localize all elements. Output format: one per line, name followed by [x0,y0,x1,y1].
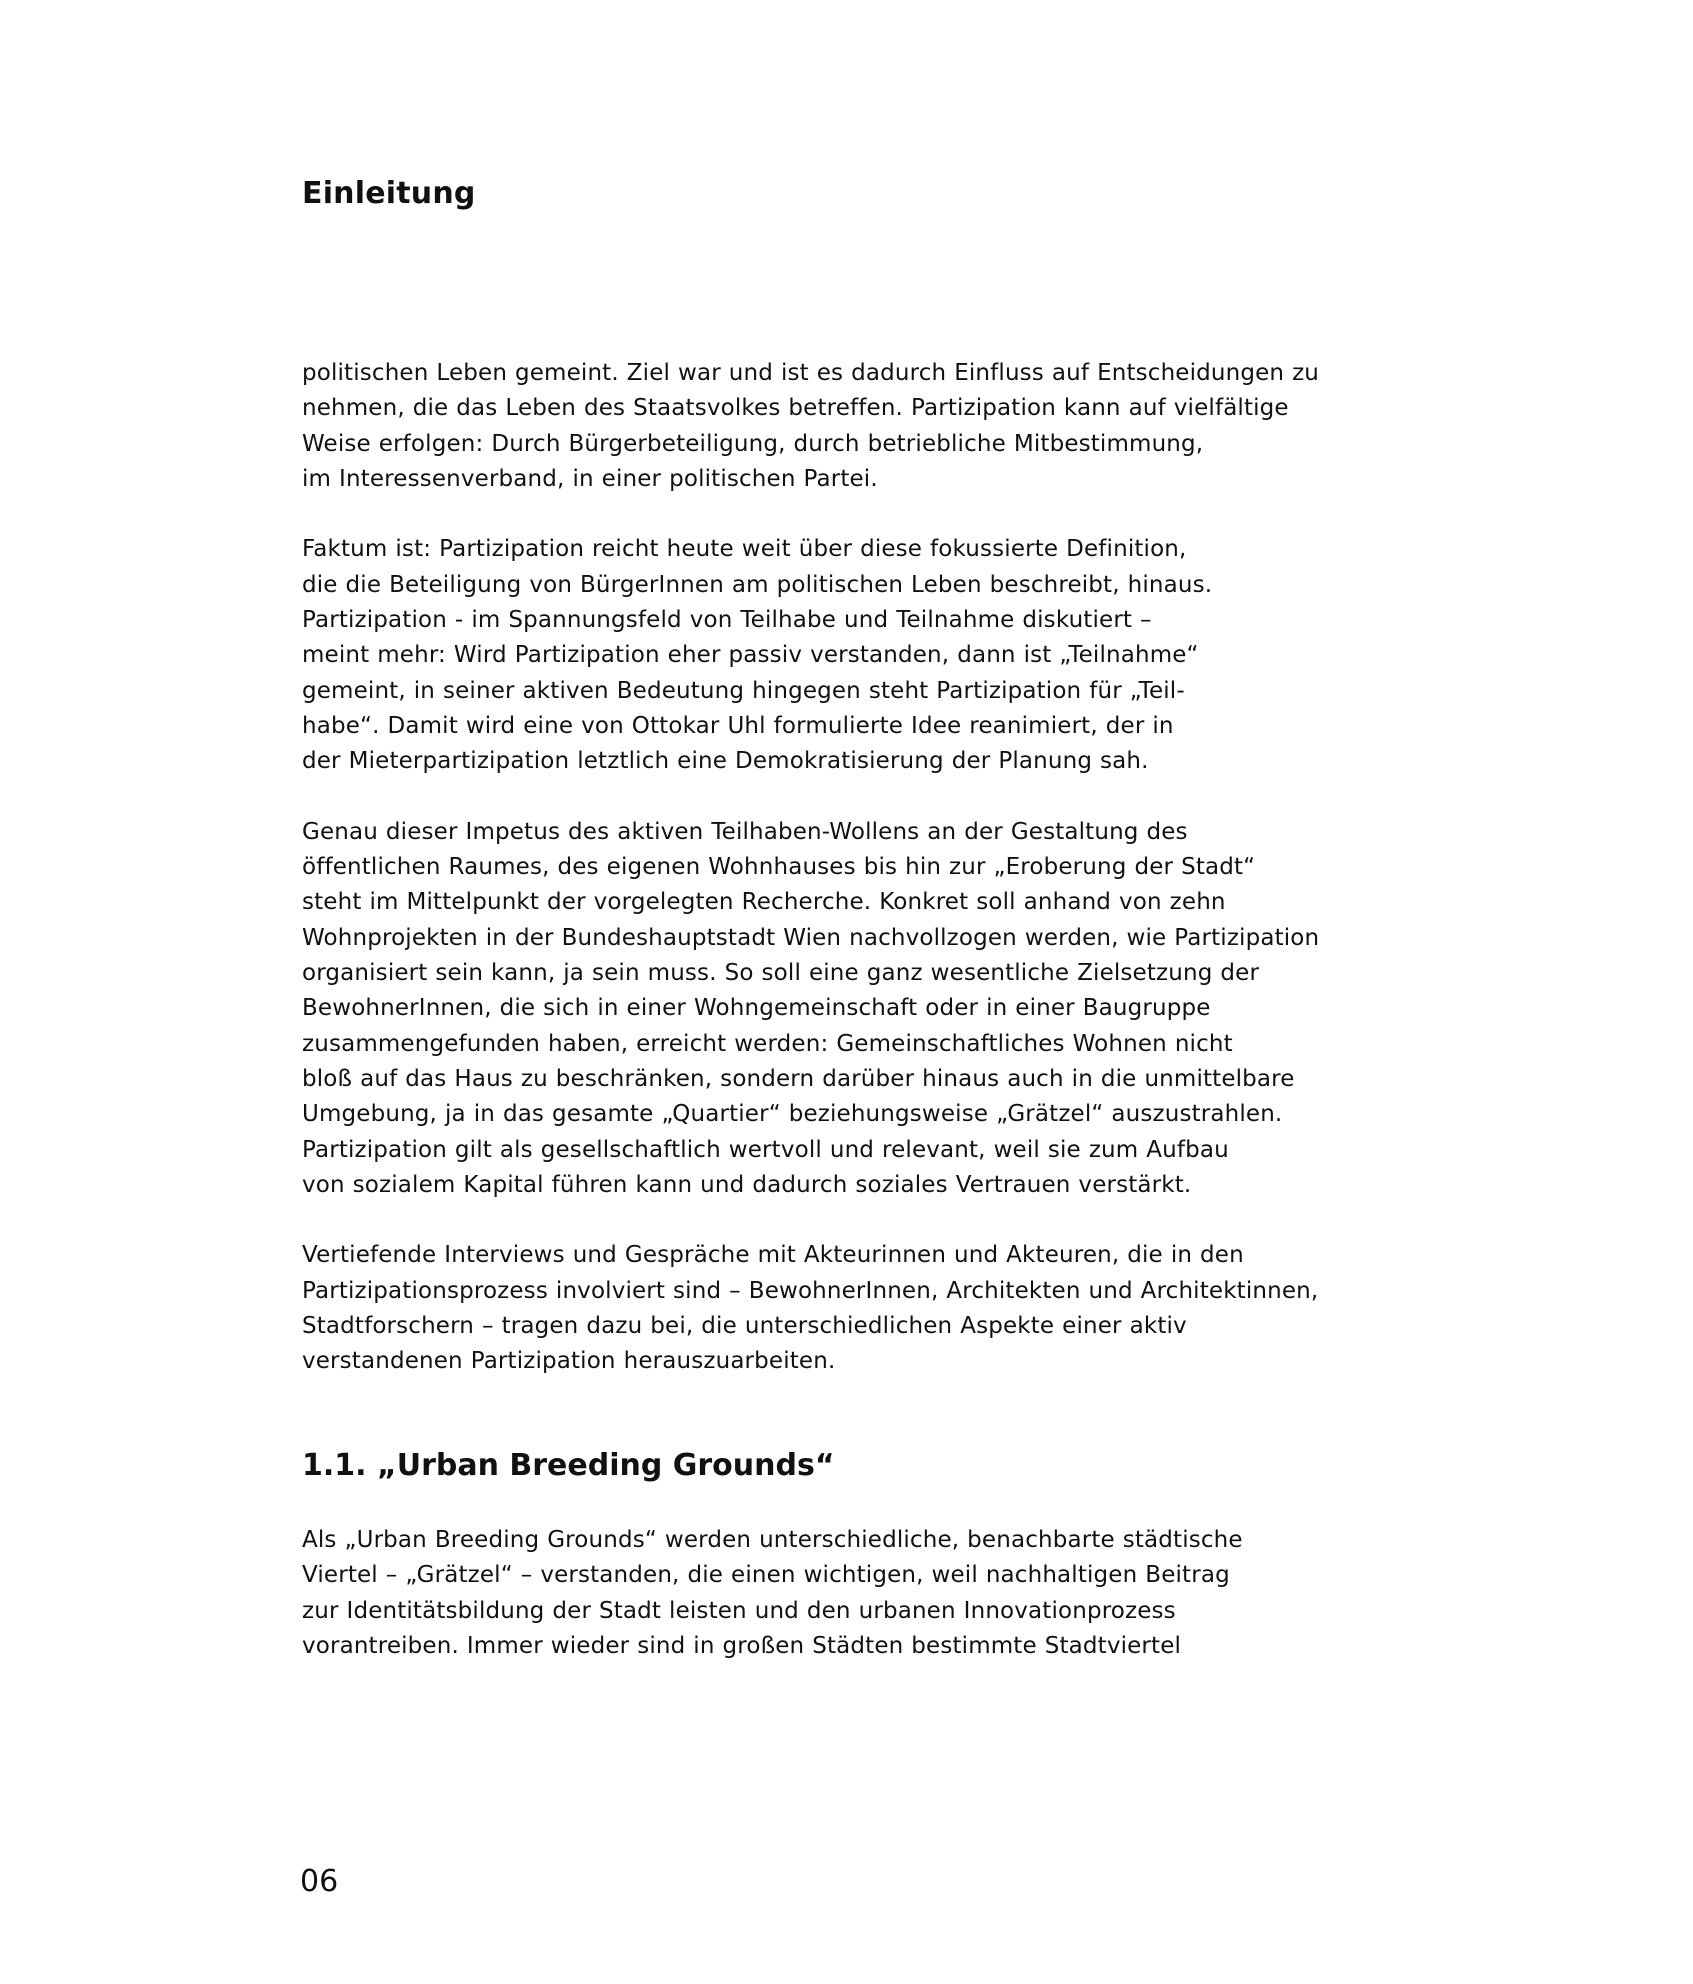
text-line: Partizipation - im Spannungsfeld von Teilhabe und Teilnahme diskutiert – [302,607,1152,634]
text-line: Stadtforschern – tragen dazu bei, die unterschiedlichen Aspekte einer aktiv [302,1313,1187,1340]
paragraph-1 [302,356,1462,497]
text-line: Als „Urban Breeding Grounds“ werden unterschiedliche, benachbarte städtische [302,1527,1243,1553]
text-line: im Interessenverband, in einer politischen Partei. [302,465,878,492]
section-body [302,1523,1462,1699]
text-line: Genau dieser Impetus des aktiven Teilhaben-Wollens an der Gestaltung des [302,818,1188,845]
section-heading: 1.1. „Urban Breeding Grounds“ [302,1448,835,1483]
paragraph-2 [302,532,1462,779]
text-line: organisiert sein kann, ja sein muss. So soll eine ganz wesentliche Zielsetzung der [302,960,1260,987]
text-line: politischen Leben gemeint. Ziel war und ist es dadurch Einfluss auf Entscheidungen zu [302,360,1320,386]
text-line: bloß auf das Haus zu beschränken, sondern darüber hinaus auch in die unmittelbare [302,1065,1295,1092]
text-line: zusammengefunden haben, erreicht werden: Gemeinschaftliches Wohnen nicht [302,1030,1233,1057]
text-line: Vertiefende Interviews und Gespräche mit Akteurinnen und Akteuren, die in den [302,1242,1244,1269]
text-line: gemeint, in seiner aktiven Bedeutung hingegen steht Partizipation für „Teil- [302,677,1185,704]
text-line: Partizipation gilt als gesellschaftlich wertvoll und relevant, weil sie zum Aufbau [302,1136,1229,1163]
text-line: von sozialem Kapital führen kann und dadurch soziales Vertrauen verstärkt. [302,1171,1192,1198]
paragraph-4 [302,1238,1462,1379]
text-line: Wohnprojekten in der Bundeshauptstadt Wien nachvollzogen werden, wie Partizipation [302,924,1320,951]
text-line: Faktum ist: Partizipation reicht heute weit über diese fokussierte Definition, [302,536,1187,563]
text-line: Partizipationsprozess involviert sind – BewohnerInnen, Architekten und Architektinnen, [302,1277,1319,1304]
text-line: BewohnerInnen, die sich in einer Wohngemeinschaft oder in einer Baugruppe [302,995,1211,1022]
text-line: nehmen, die das Leben des Staatsvolkes betreffen. Partizipation kann auf vielfältige [302,395,1289,422]
text-line: steht im Mittelpunkt der vorgelegten Recherche. Konkret soll anhand von zehn [302,889,1226,916]
text-line: Viertel – „Grätzel“ – verstanden, die einen wichtigen, weil nachhaltigen Beitrag [302,1562,1230,1589]
text-line: die die Beteiligung von BürgerInnen am politischen Leben beschreibt, hinaus. [302,571,1213,598]
paragraph-3 [302,815,1462,1203]
text-line: meint mehr: Wird Partizipation eher passiv verstanden, dann ist „Teilnahme“ [302,642,1199,669]
section-paragraph [302,1523,1462,1664]
text-line: öffentlichen Raumes, des eigenen Wohnhauses bis hin zur „Eroberung der Stadt“ [302,854,1256,881]
text-line: Weise erfolgen: Durch Bürgerbeteiligung, durch betriebliche Mitbestimmung, [302,430,1204,457]
text-line: der Mieterpartizipation letztlich eine Demokratisierung der Planung sah. [302,748,1149,775]
text-line: habe“. Damit wird eine von Ottokar Uhl formulierte Idee reanimiert, der in [302,712,1174,739]
page-number: 06 [300,1864,339,1899]
text-line: zur Identitätsbildung der Stadt leisten und den urbanen Innovationprozess [302,1597,1176,1624]
body-text [302,356,1462,1415]
chapter-title: Einleitung [302,176,476,211]
text-line: Umgebung, ja in das gesamte „Quartier“ beziehungsweise „Grätzel“ auszustrahlen. [302,1101,1283,1128]
text-line: vorantreiben. Immer wieder sind in großen Städten bestimmte Stadtviertel [302,1632,1182,1659]
text-line: verstandenen Partizipation herauszuarbeiten. [302,1348,836,1375]
